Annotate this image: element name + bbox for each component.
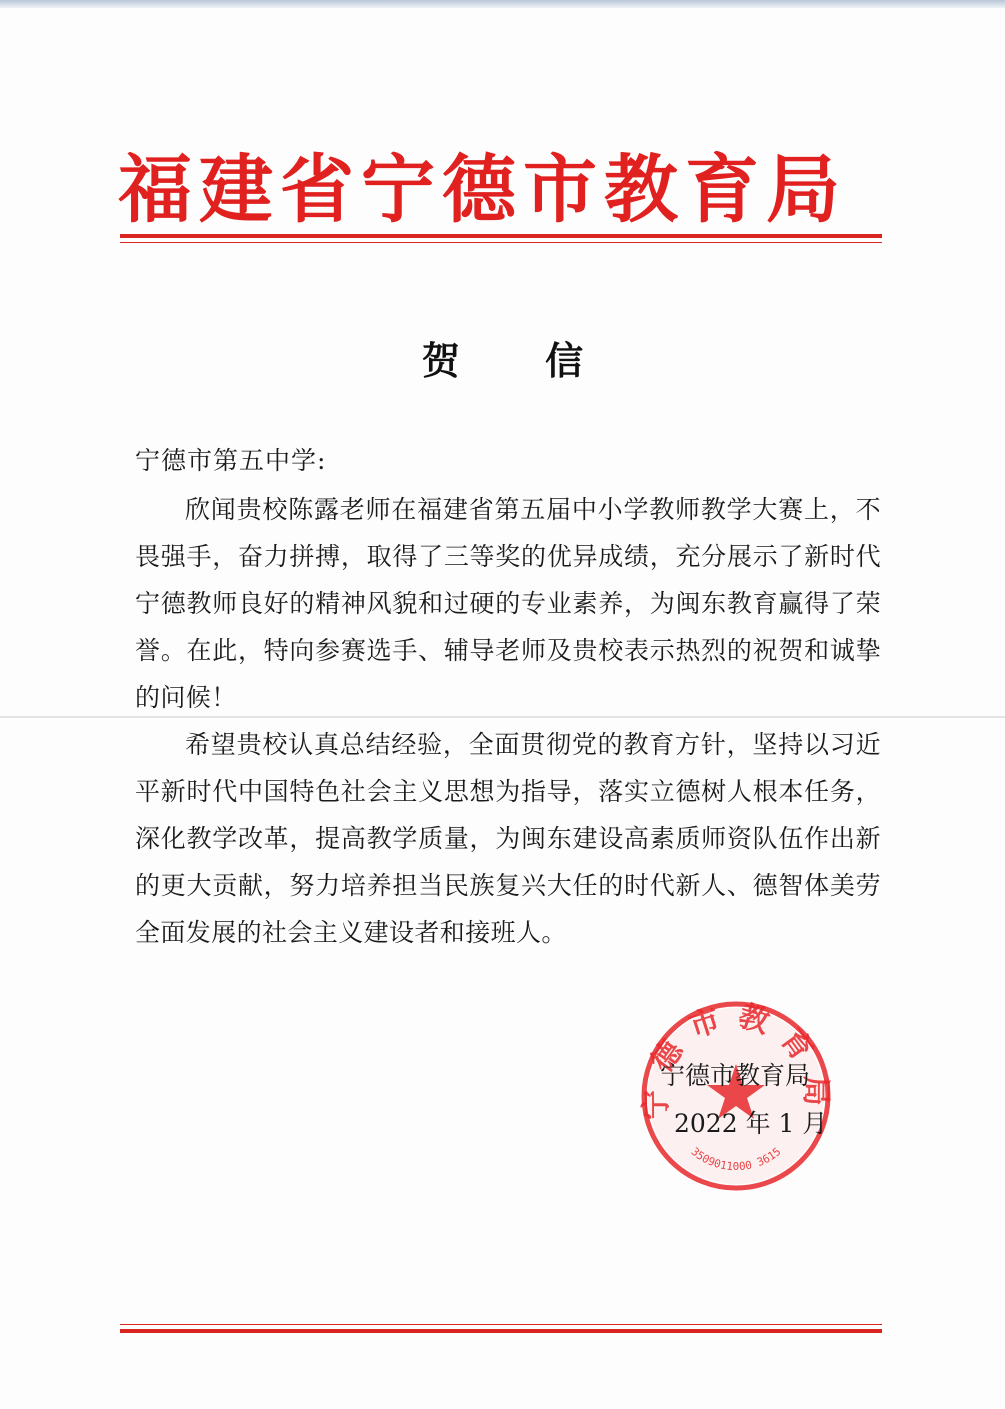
sign-date: 2022 年 1 月 [674,1109,828,1138]
official-seal [636,996,836,1196]
footer-red-rule-thin [120,1324,882,1325]
body-paragraph-2: 希望贵校认真总结经验，全面贯彻党的教育方针，坚持以习近平新时代中国特色社会主义思想为指导，落实立德树人根本任务，深化教学改革，提高教学质量，为闽东建设高素质师资队伍作出新的更大贡献，努力培养担当民族复兴大任的时代新人、德智体美劳全面发展的社会主义建设者和接班人。 [135,730,881,947]
signer-name: 宁德市教育局 [660,1061,811,1090]
letterhead-org-name: 福建省宁德市教育局 [118,147,847,233]
body-paragraph-1: 欣闻贵校陈露老师在福建省第五届中小学教师教学大赛上，不畏强手，奋力拼搏，取得了三等奖的优异成绩，充分展示了新时代宁德教师良好的精神风貌和过硬的专业素养，为闽东教育赢得了荣誉。在此，特向参赛选手、辅导老师及贵校表示热烈的祝贺和诚挚的问候！ [135,495,881,712]
scan-top-edge [0,0,1005,8]
letterhead-red-rule-thin [120,242,882,243]
scan-fold-line [0,716,1005,718]
letterhead-red-rule-thick [120,234,882,238]
letter-salutation: 宁德市第五中学: [135,446,327,475]
letter-title: 贺 信 [421,338,620,383]
seal-code: 3509011000 3615 [688,1145,784,1174]
footer-red-rule-thick [120,1329,882,1333]
letter-body [135,486,881,956]
seal-text: 宁德市教育局 [638,998,834,1120]
